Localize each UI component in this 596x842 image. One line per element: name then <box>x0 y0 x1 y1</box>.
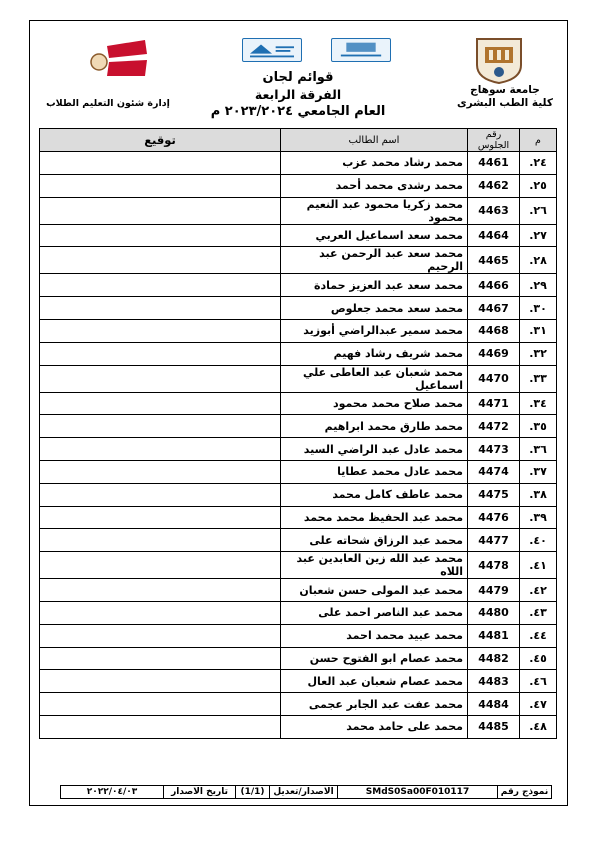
student-name: محمد عصام ابو الفتوح حسن <box>281 647 468 670</box>
seat-number: 4465 <box>468 247 520 274</box>
signature-cell <box>40 415 281 438</box>
row-number: ٣٢. <box>520 342 557 365</box>
row-number: ٣٠. <box>520 297 557 320</box>
seat-number: 4461 <box>468 152 520 175</box>
signature-cell <box>40 693 281 716</box>
column-header-signature: توقيع <box>40 129 281 152</box>
row-number: ٤٢. <box>520 579 557 602</box>
row-number: ٤٦. <box>520 670 557 693</box>
student-affairs-caption: إدارة شئون التعليم الطلاب <box>46 98 170 109</box>
student-name: محمد عفت عبد الجابر عجمى <box>281 693 468 716</box>
signature-cell <box>40 601 281 624</box>
faculty-name: كلية الطب البشرى <box>457 97 553 109</box>
table-row <box>40 342 557 365</box>
table-row <box>40 506 557 529</box>
signature-cell <box>40 552 281 579</box>
seat-number: 4471 <box>468 392 520 415</box>
table-row <box>40 460 557 483</box>
signature-cell <box>40 392 281 415</box>
university-caption <box>450 84 560 110</box>
row-number: ٢٨. <box>520 247 557 274</box>
row-number: ٣٦. <box>520 438 557 461</box>
issue-date-label: تاريخ الاصدار <box>163 786 235 798</box>
student-name: محمد عبيد محمد احمد <box>281 624 468 647</box>
signature-cell <box>40 647 281 670</box>
signature-cell <box>40 579 281 602</box>
faculty-crescent-logo-icon <box>55 32 153 90</box>
signature-cell <box>40 624 281 647</box>
seat-number: 4478 <box>468 552 520 579</box>
student-name: محمد سمير عبدالراضي أبوزيد <box>281 319 468 342</box>
table-row <box>40 415 557 438</box>
title-year-level: الفرقة الرابعة <box>254 87 342 102</box>
row-number: ٣٥. <box>520 415 557 438</box>
seat-number: 4467 <box>468 297 520 320</box>
student-name: محمد عبد الرزاق شحاته على <box>281 529 468 552</box>
student-name: محمد عادل محمد عطايا <box>281 460 468 483</box>
signature-cell <box>40 319 281 342</box>
signature-cell <box>40 529 281 552</box>
row-number: ٤٧. <box>520 693 557 716</box>
student-name: محمد سعد عبد العزيز حمادة <box>281 274 468 297</box>
student-name: محمد طارق محمد ابراهيم <box>281 415 468 438</box>
seat-number: 4473 <box>468 438 520 461</box>
table-row <box>40 552 557 579</box>
signature-cell <box>40 483 281 506</box>
seat-number: 4480 <box>468 601 520 624</box>
student-name: محمد عبد الحفيظ محمد محمد <box>281 506 468 529</box>
seat-number: 4477 <box>468 529 520 552</box>
seat-number: 4474 <box>468 460 520 483</box>
roster-body <box>40 152 557 739</box>
student-name: محمد شعبان عبد العاطى علي اسماعيل <box>281 365 468 392</box>
signature-cell <box>40 174 281 197</box>
table-row <box>40 152 557 175</box>
student-name: محمد عبد المولى حسن شعبان <box>281 579 468 602</box>
seat-number: 4468 <box>468 319 520 342</box>
seat-number: 4463 <box>468 197 520 224</box>
seat-number: 4464 <box>468 224 520 247</box>
table-row <box>40 624 557 647</box>
seat-number: 4481 <box>468 624 520 647</box>
student-name: محمد صلاح محمد محمود <box>281 392 468 415</box>
column-header-student-name: اسم الطالب <box>281 129 468 152</box>
seat-number: 4470 <box>468 365 520 392</box>
column-header-seat-number: رقم الجلوس <box>468 129 520 152</box>
form-code: SMdS0Sa00F010117 <box>337 786 497 798</box>
signature-cell <box>40 297 281 320</box>
seat-number: 4483 <box>468 670 520 693</box>
seat-number: 4484 <box>468 693 520 716</box>
student-name: محمد سعد محمد جعلوص <box>281 297 468 320</box>
row-number: ٤٤. <box>520 624 557 647</box>
student-name: محمد سعد اسماعيل العربي <box>281 224 468 247</box>
table-row <box>40 483 557 506</box>
table-header-row <box>40 129 557 152</box>
row-number: ٣٨. <box>520 483 557 506</box>
university-seal-icon <box>473 35 525 85</box>
signature-cell <box>40 460 281 483</box>
title-academic-year: العام الجامعي ٢٠٢٣/٢٠٢٤ م <box>210 104 386 119</box>
table-row <box>40 601 557 624</box>
table-row <box>40 693 557 716</box>
table-row <box>40 297 557 320</box>
row-number: ٣١. <box>520 319 557 342</box>
table-row <box>40 224 557 247</box>
table-row <box>40 197 557 224</box>
table-row <box>40 174 557 197</box>
accreditation-badge-icon <box>242 38 302 62</box>
row-number: ٢٦. <box>520 197 557 224</box>
seat-number: 4472 <box>468 415 520 438</box>
row-number: ٤٣. <box>520 601 557 624</box>
student-name: محمد سعد عبد الرحمن عبد الرحيم <box>281 247 468 274</box>
row-number: ٢٩. <box>520 274 557 297</box>
table-row <box>40 670 557 693</box>
student-name: محمد رشدى محمد أحمد <box>281 174 468 197</box>
row-number: ٢٧. <box>520 224 557 247</box>
document-title <box>180 69 416 120</box>
column-header-m: م <box>520 129 557 152</box>
student-name: محمد عاطف كامل محمد <box>281 483 468 506</box>
row-number: ٣٧. <box>520 460 557 483</box>
seat-number: 4466 <box>468 274 520 297</box>
student-name: محمد عصام شعبان عبد العال <box>281 670 468 693</box>
student-name: محمد على حامد محمد <box>281 715 468 738</box>
row-number: ٤٨. <box>520 715 557 738</box>
edition-value: (1/1) <box>235 786 269 798</box>
table-row <box>40 247 557 274</box>
row-number: ٢٤. <box>520 152 557 175</box>
student-name: محمد زكريا محمود عبد النعيم محمود <box>281 197 468 224</box>
signature-cell <box>40 438 281 461</box>
signature-cell <box>40 670 281 693</box>
seat-number: 4475 <box>468 483 520 506</box>
seat-number: 4485 <box>468 715 520 738</box>
table-row <box>40 647 557 670</box>
table-row <box>40 365 557 392</box>
signature-cell <box>40 365 281 392</box>
row-number: ٣٩. <box>520 506 557 529</box>
signature-cell <box>40 715 281 738</box>
table-row <box>40 438 557 461</box>
table-row <box>40 579 557 602</box>
student-name: محمد عبد الناصر احمد على <box>281 601 468 624</box>
table-row <box>40 715 557 738</box>
table-row <box>40 392 557 415</box>
signature-cell <box>40 506 281 529</box>
university-name: جامعة سوهاج <box>470 84 540 96</box>
student-roster-table <box>39 128 557 739</box>
signature-cell <box>40 247 281 274</box>
student-name: محمد عادل عبد الراضي السيد <box>281 438 468 461</box>
seat-number: 4476 <box>468 506 520 529</box>
form-number-label: نموذج رقم <box>497 786 551 798</box>
iso-badge-icon <box>331 38 391 62</box>
row-number: ٣٤. <box>520 392 557 415</box>
row-number: ٤١. <box>520 552 557 579</box>
form-footer <box>60 785 552 799</box>
row-number: ٤٠. <box>520 529 557 552</box>
issue-date-value: ٢٠٢٢/٠٤/٠٣ <box>86 787 138 797</box>
signature-cell <box>40 274 281 297</box>
signature-cell <box>40 224 281 247</box>
signature-cell <box>40 197 281 224</box>
seat-number: 4479 <box>468 579 520 602</box>
title-committee-lists: قوائم لجان <box>262 70 334 85</box>
row-number: ٢٥. <box>520 174 557 197</box>
row-number: ٣٣. <box>520 365 557 392</box>
signature-cell <box>40 152 281 175</box>
table-row <box>40 274 557 297</box>
signature-cell <box>40 342 281 365</box>
seat-number: 4482 <box>468 647 520 670</box>
seat-number: 4469 <box>468 342 520 365</box>
table-row <box>40 529 557 552</box>
seat-number: 4462 <box>468 174 520 197</box>
row-number: ٤٥. <box>520 647 557 670</box>
student-name: محمد عبد الله زين العابدين عبد اللاه <box>281 552 468 579</box>
student-name: محمد شريف رشاد فهيم <box>281 342 468 365</box>
table-row <box>40 319 557 342</box>
student-name: محمد رشاد محمد عزب <box>281 152 468 175</box>
edition-label: الاصدار/تعديل <box>269 786 337 798</box>
